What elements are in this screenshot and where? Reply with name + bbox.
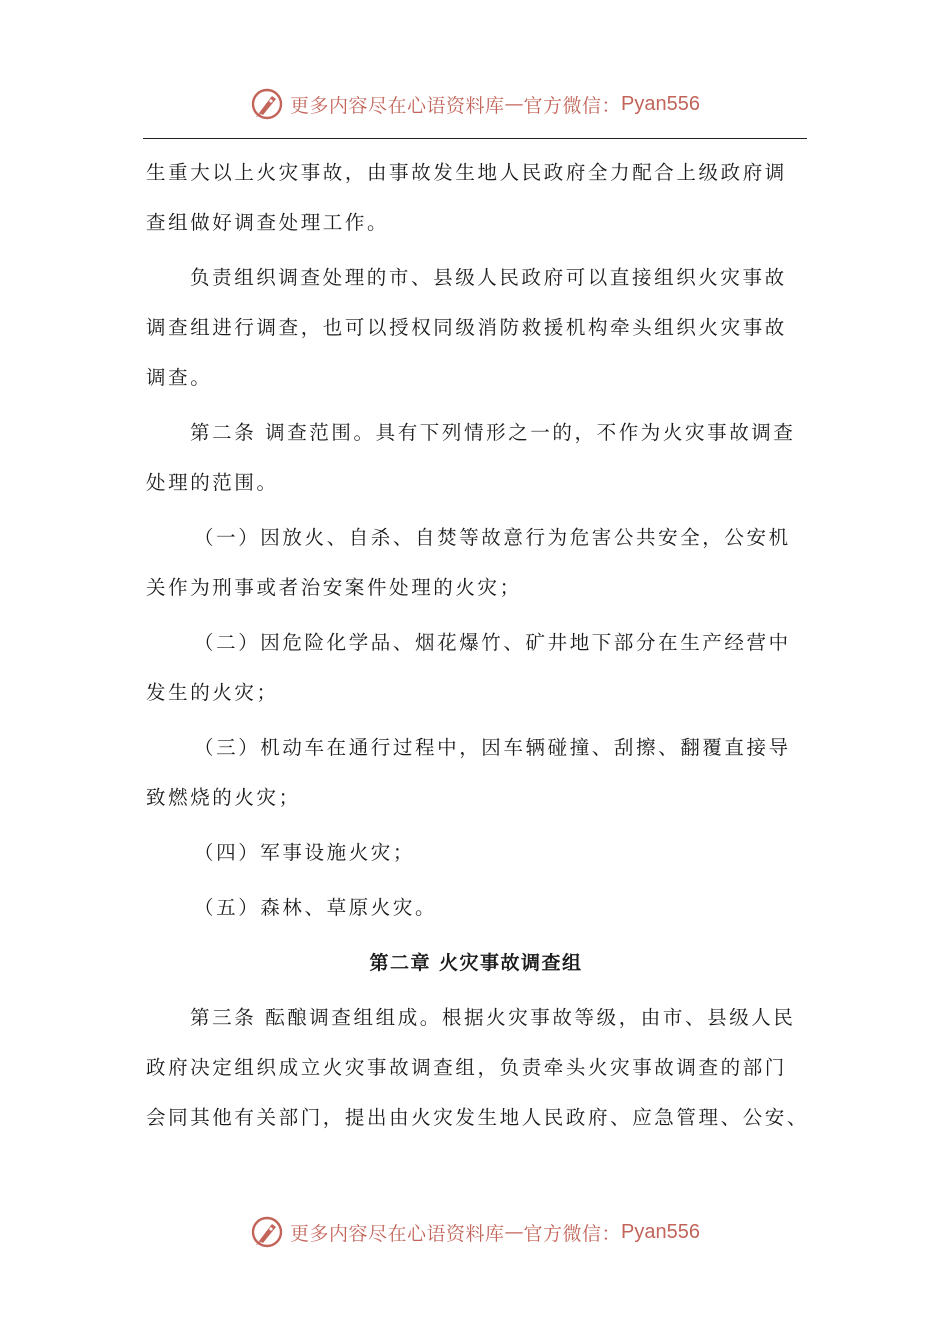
paragraph-line: 查组做好调查处理工作。	[146, 211, 390, 234]
header-banner-wechat-id: Pyan556	[621, 92, 700, 115]
article-heading-line: 第二条 调查范围。具有下列情形之一的，不作为火灾事故调查	[190, 421, 796, 444]
footer-banner-wechat-id: Pyan556	[621, 1220, 700, 1243]
header-watermark	[0, 82, 950, 126]
paragraph-line: 调查组进行调查，也可以授权同级消防救援机构牵头组织火灾事故	[146, 316, 787, 339]
paragraph-line: 会同其他有关部门，提出由火灾发生地人民政府、应急管理、公安、	[146, 1106, 810, 1129]
header-banner-wechat-label: 官方微信：	[523, 94, 622, 117]
pen-nib-logo-icon	[250, 87, 284, 121]
list-item: （三）机动车在通行过程中，因车辆碰撞、刮擦、翻覆直接导	[194, 736, 791, 759]
article-heading-line: 第三条 酝酿调查组组成。根据火灾事故等级，由市、县级人民	[190, 1006, 796, 1029]
footer-banner-title: 更多内容尽在心语资料库	[290, 1222, 505, 1245]
chapter-title: 第二章 火灾事故调查组	[369, 952, 583, 974]
footer-banner-wechat-label: 官方微信：	[523, 1222, 622, 1245]
paragraph-line: 生重大以上火灾事故，由事故发生地人民政府全力配合上级政府调	[146, 161, 787, 184]
list-item: （二）因危险化学品、烟花爆竹、矿井地下部分在生产经营中	[194, 631, 791, 654]
list-item: （一）因放火、自杀、自焚等故意行为危害公共安全，公安机	[194, 526, 791, 549]
document-body	[146, 148, 810, 1143]
header-divider	[143, 138, 807, 139]
list-item: （五）森林、草原火灾。	[194, 896, 438, 919]
pen-nib-logo-icon	[250, 1215, 284, 1249]
paragraph-line: 调查。	[146, 366, 213, 389]
footer-watermark	[0, 1210, 950, 1254]
paragraph-line: 处理的范围。	[146, 471, 279, 494]
list-item-continuation: 发生的火灾；	[146, 681, 279, 704]
paragraph-line: 负责组织调查处理的市、县级人民政府可以直接组织火灾事故	[190, 266, 787, 289]
paragraph-line: 政府决定组织成立火灾事故调查组，负责牵头火灾事故调查的部门	[146, 1056, 787, 1079]
list-item-continuation: 关作为刑事或者治安案件处理的火灾；	[146, 576, 522, 599]
header-banner-title: 更多内容尽在心语资料库	[290, 94, 505, 117]
list-item: （四）军事设施火灾；	[194, 841, 416, 864]
header-banner-dash: —	[504, 93, 524, 115]
list-item-continuation: 致燃烧的火灾；	[146, 786, 301, 809]
footer-banner-dash: —	[504, 1221, 524, 1243]
